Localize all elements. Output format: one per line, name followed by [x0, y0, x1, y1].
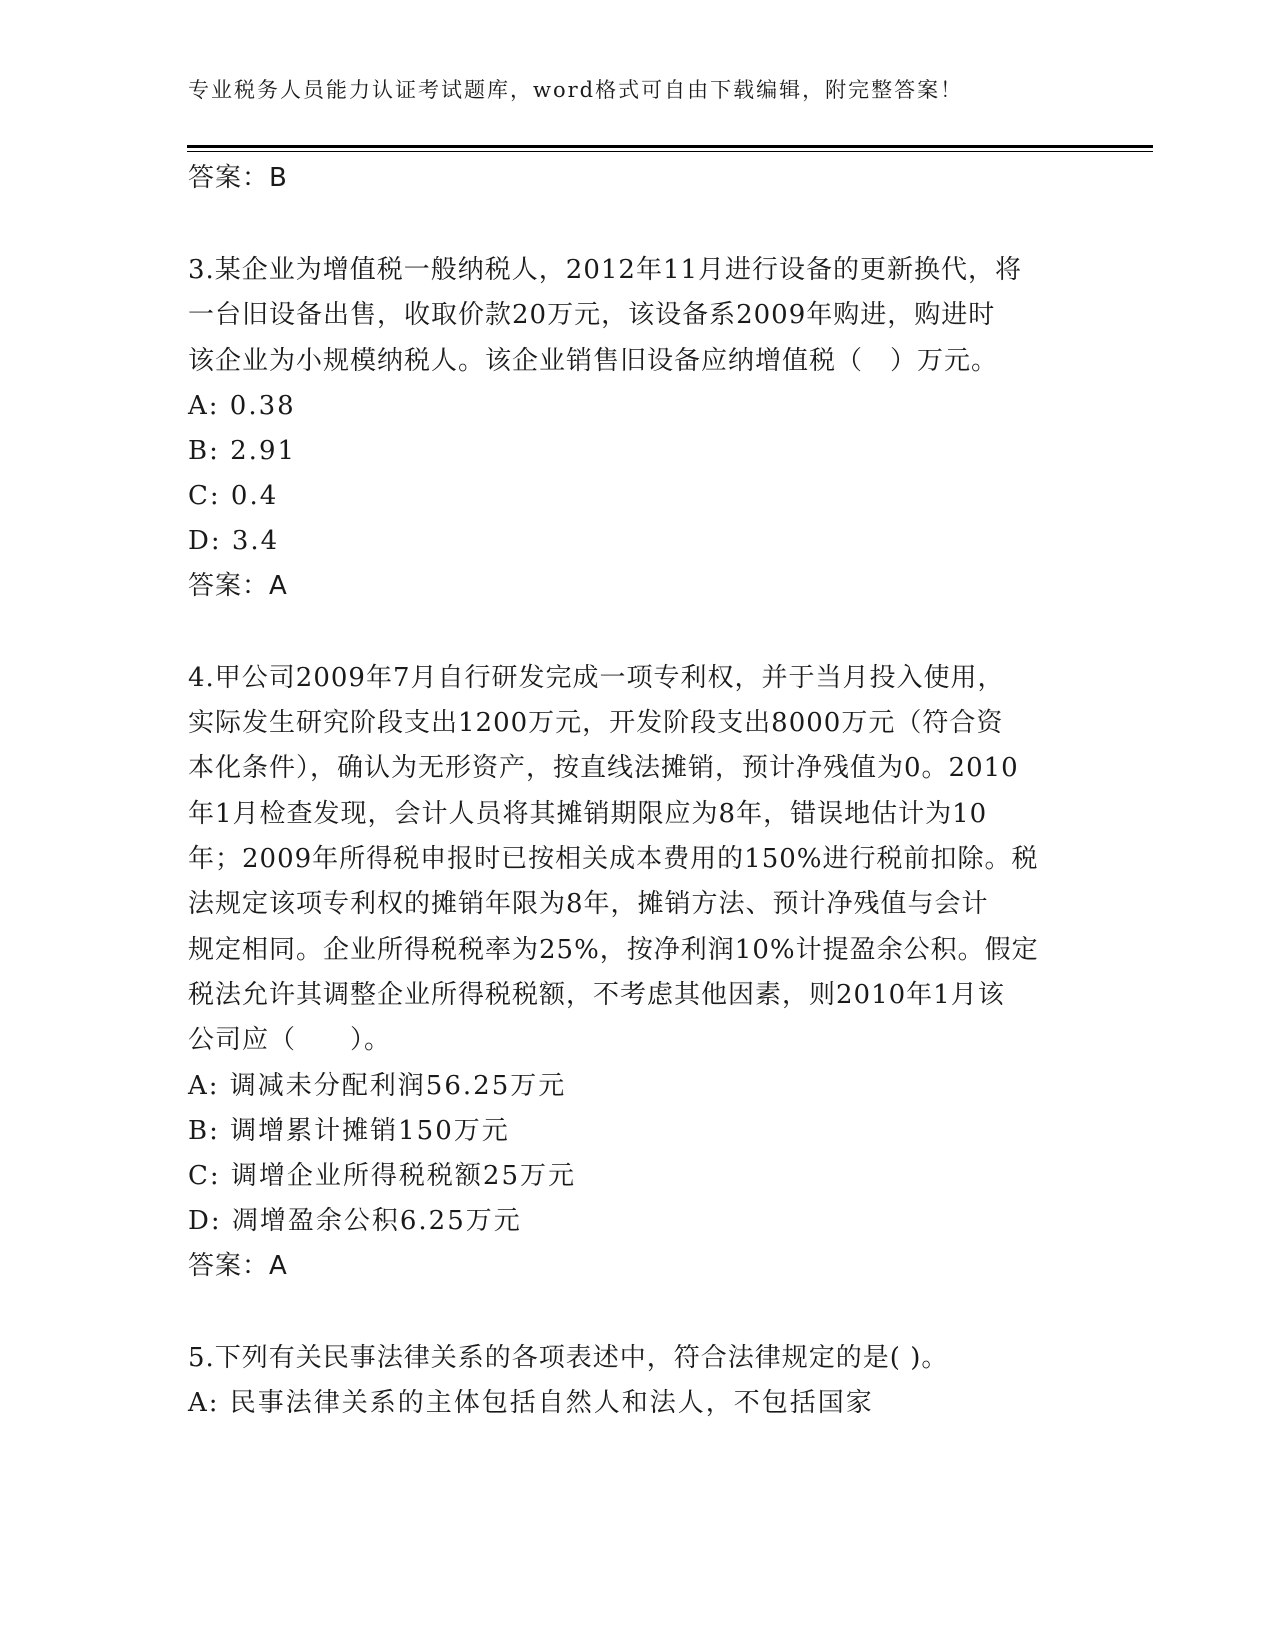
question-4-line: 规定相同。企业所得税税率为25%，按净利润10%计提盈余公积。假定 — [188, 934, 1039, 965]
question-4-line: 税法允许其调整企业所得税税额，不考虑其他因素，则2010年1月该 — [188, 979, 1005, 1010]
answer-q2: 答案：B — [188, 163, 288, 193]
spacer — [188, 1288, 1088, 1336]
question-3-option-b: B: 2.91 — [188, 435, 297, 466]
spacer — [188, 200, 1088, 248]
question-4-line: 实际发生研究阶段支出1200万元，开发阶段支出8000万元（符合资 — [188, 708, 1004, 739]
question-4-option-d: D: 凋增盈余公积6.25万元 — [188, 1205, 522, 1236]
question-4-option-b: B: 调增累计摊销150万元 — [188, 1115, 510, 1146]
question-3-line: 3.某企业为增值税一般纳税人，2012年11月进行设备的更新换代，将 — [188, 255, 1023, 285]
question-3-line: 一台旧设备出售，收取价款20万元，该设备系2009年购进，购进时 — [188, 300, 996, 331]
question-3-option-d: D: 3.4 — [188, 525, 280, 556]
question-5-option-a: A: 民事法律关系的主体包括自然人和法人，不包括国家 — [188, 1387, 874, 1418]
question-5 — [188, 1336, 1088, 1381]
header-rule — [187, 145, 1153, 148]
question-4-line: 年；2009年所得税申报时已按相关成本费用的150%进行税前扣除。税 — [188, 844, 1039, 875]
question-3-option-c: C: 0.4 — [188, 480, 279, 511]
question-3 — [188, 248, 1088, 384]
question-4-line: 法规定该项专利权的摊销年限为8年，摊销方法、预计净残值与会计 — [188, 889, 989, 920]
question-4-line: 公司应（ ）。 — [188, 1025, 392, 1056]
document-body — [188, 156, 1088, 1426]
question-5-line: 5.下列有关民事法律关系的各项表述中，符合法律规定的是( )。 — [188, 1342, 949, 1373]
answer-q4: 答案：A — [188, 1250, 288, 1281]
header-rule-thin — [187, 151, 1153, 152]
question-3-option-a: A: 0.38 — [188, 390, 296, 421]
answer-q3: 答案：A — [188, 570, 288, 601]
question-4-option-c: C: 调增企业所得税税额25万元 — [188, 1160, 577, 1191]
spacer — [188, 608, 1088, 656]
question-4 — [188, 656, 1088, 1064]
question-4-option-a: A: 调减未分配利润56.25万元 — [188, 1070, 567, 1101]
question-4-line: 4.甲公司2009年7月自行研发完成一项专利权，并于当月投入使用， — [188, 662, 1005, 693]
question-4-line: 年1月检查发现，会计人员将其摊销期限应为8年，错误地估计为10 — [188, 798, 988, 829]
page-header: 专业税务人员能力认证考试题库，word格式可自由下载编辑，附完整答案！ — [188, 78, 964, 102]
question-4-line: 本化条件），确认为无形资产，按直线法摊销，预计净残值为0。2010 — [188, 753, 1019, 784]
question-3-line: 该企业为小规模纳税人。该企业销售旧设备应纳增值税（ ）万元。 — [188, 345, 999, 376]
